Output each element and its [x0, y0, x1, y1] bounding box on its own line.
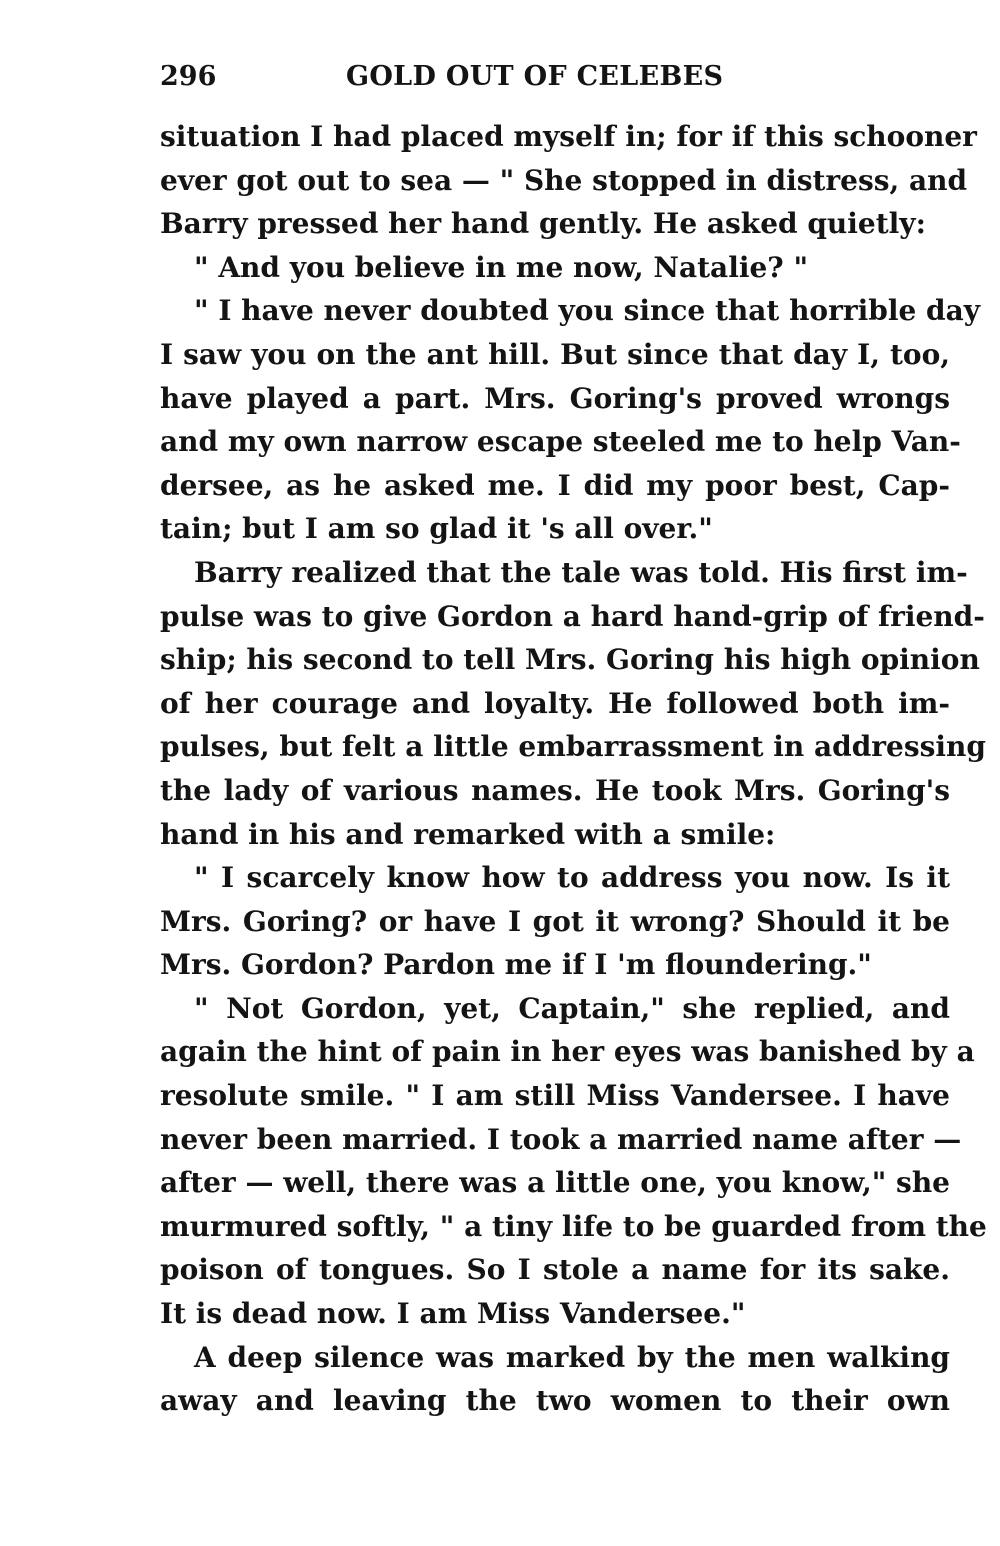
text-line: of her courage and loyalty. He followed both im- — [160, 686, 950, 720]
text-line: " I scarcely know how to address you now. Is it — [194, 861, 950, 895]
book-title: GOLD OUT OF CELEBES — [346, 61, 724, 92]
text-line: pulses, but felt a little embarrassment in addressing — [160, 730, 986, 764]
text-line: situation I had placed myself in; for if this schooner — [160, 120, 977, 153]
text-line: the lady of various names. He took Mrs. Goring's — [160, 773, 950, 807]
text-line: dersee, as he asked me. I did my poor best, Cap- — [160, 468, 950, 502]
text-line: " And you believe in me now, Natalie? " — [194, 250, 809, 284]
text-line: Mrs. Gordon? Pardon me if I 'm floundering." — [160, 948, 872, 982]
text-line: " I have never doubted you since that horrible day — [194, 294, 981, 328]
text-line: resolute smile. " I am still Miss Vandersee. I have — [160, 1079, 950, 1113]
text-line: ever got out to sea — " She stopped in distress, and — [160, 163, 968, 197]
text-line: have played a part. Mrs. Goring's proved wrongs — [160, 381, 950, 415]
text-line: Barry pressed her hand gently. He asked quietly: — [160, 207, 926, 241]
text-line: poison of tongues. So I stole a name for its sake. — [160, 1253, 950, 1287]
text-line: and my own narrow escape steeled me to help Van- — [160, 425, 961, 459]
text-line: " Not Gordon, yet, Captain," she replied, and — [194, 991, 950, 1025]
text-line: It is dead now. I am Miss Vandersee." — [160, 1297, 746, 1331]
text-line: tain; but I am so glad it 's all over." — [160, 512, 713, 546]
text-line: again the hint of pain in her eyes was banished by a — [160, 1035, 975, 1069]
book-page — [160, 52, 987, 1423]
text-line: after — well, there was a little one, you know," she — [160, 1166, 950, 1200]
text-line: Barry realized that the tale was told. His first im- — [194, 555, 968, 589]
text-line: ship; his second to tell Mrs. Goring his high opinion — [160, 643, 980, 677]
text-line: never been married. I took a married name after — — [160, 1122, 962, 1156]
page-number: 296 — [160, 61, 217, 92]
text-line: pulse was to give Gordon a hard hand-grip of friend- — [160, 599, 985, 633]
text-line: Mrs. Goring? or have I got it wrong? Should it be — [160, 904, 950, 938]
text-line: I saw you on the ant hill. But since that day I, too, — [160, 337, 950, 371]
text-line: away and leaving the two women to their own — [160, 1384, 950, 1418]
text-line: hand in his and remarked with a smile: — [160, 817, 776, 851]
body-text — [160, 115, 987, 1423]
text-line: murmured softly, " a tiny life to be guarded from the — [160, 1209, 987, 1243]
running-head — [160, 52, 950, 102]
text-line: A deep silence was marked by the men walking — [194, 1340, 950, 1374]
